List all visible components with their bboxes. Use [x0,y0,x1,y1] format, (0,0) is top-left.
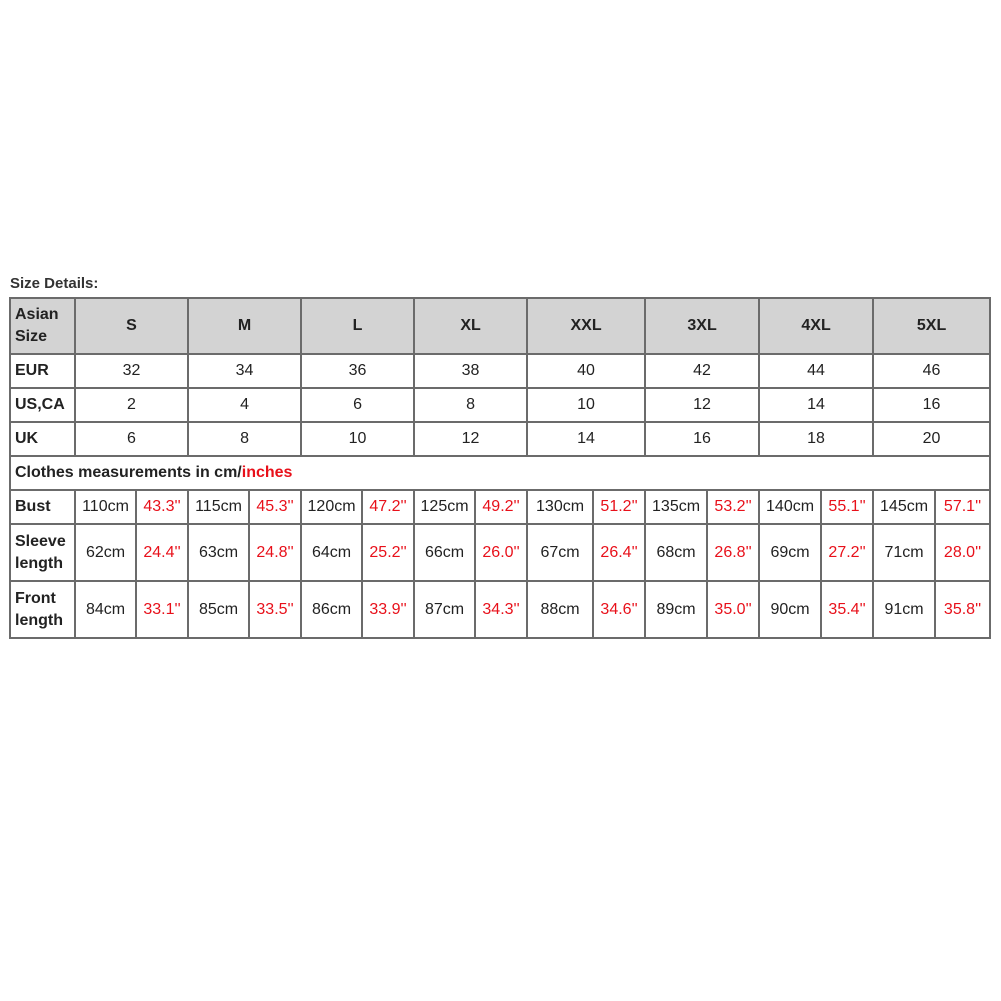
table-cell: 6 [301,388,414,422]
table-cell: 10 [527,388,645,422]
table-cell-inches: 43.3'' [136,490,188,524]
size-header-5xl: 5XL [873,298,990,354]
size-header-4xl: 4XL [759,298,873,354]
section-heading [10,456,990,490]
size-header-xxl: XXL [527,298,645,354]
table-cell-cm: 66cm [414,524,475,581]
row-label: US,CA [10,388,75,422]
table-cell-inches: 45.3'' [249,490,301,524]
table-cell-inches: 33.5'' [249,581,301,638]
conversion-row-usca [10,388,990,422]
table-cell-inches: 28.0'' [935,524,990,581]
table-cell-inches: 33.9'' [362,581,414,638]
table-cell-cm: 86cm [301,581,362,638]
table-cell-inches: 33.1'' [136,581,188,638]
table-cell-cm: 63cm [188,524,249,581]
table-cell: 14 [759,388,873,422]
size-chart-table [9,297,991,639]
table-cell-inches: 34.3'' [475,581,527,638]
table-cell: 14 [527,422,645,456]
conversion-row-eur [10,354,990,388]
table-cell-cm: 115cm [188,490,249,524]
table-cell-cm: 130cm [527,490,593,524]
row-label-line1: Front [15,589,56,607]
table-cell-cm: 91cm [873,581,935,638]
section-heading-inches: inches [241,464,293,481]
table-cell-inches: 51.2'' [593,490,645,524]
table-cell-inches: 35.4'' [821,581,873,638]
table-cell-cm: 89cm [645,581,707,638]
header-label-line1: Asian [15,306,59,323]
table-cell-cm: 90cm [759,581,821,638]
header-label-line2: Size [15,328,48,345]
size-header-m: M [188,298,301,354]
table-cell-inches: 47.2'' [362,490,414,524]
size-header-xl: XL [414,298,527,354]
table-cell: 6 [75,422,188,456]
table-cell-inches: 49.2'' [475,490,527,524]
table-cell: 12 [414,422,527,456]
table-cell-cm: 68cm [645,524,707,581]
conversion-row-uk [10,422,990,456]
table-cell-inches: 27.2'' [821,524,873,581]
table-cell-inches: 24.4'' [136,524,188,581]
row-label: Bust [10,490,75,524]
table-cell-inches: 26.8'' [707,524,759,581]
table-cell: 8 [188,422,301,456]
table-cell: 34 [188,354,301,388]
table-cell: 36 [301,354,414,388]
table-cell: 16 [873,388,990,422]
table-cell-cm: 69cm [759,524,821,581]
table-cell-inches: 57.1'' [935,490,990,524]
row-label-line2: length [15,554,63,572]
table-cell-inches: 55.1'' [821,490,873,524]
table-cell-inches: 25.2'' [362,524,414,581]
table-cell-cm: 145cm [873,490,935,524]
table-cell-cm: 120cm [301,490,362,524]
table-cell: 10 [301,422,414,456]
section-row [10,456,990,490]
table-cell-inches: 35.8'' [935,581,990,638]
section-heading-cm: Clothes measurements in cm/ [15,464,242,481]
table-cell-cm: 125cm [414,490,475,524]
table-cell-cm: 67cm [527,524,593,581]
row-label: UK [10,422,75,456]
measurement-row-bust [10,490,990,524]
table-cell-inches: 26.4'' [593,524,645,581]
table-cell: 32 [75,354,188,388]
table-cell: 20 [873,422,990,456]
table-cell-cm: 135cm [645,490,707,524]
measurement-row-sleeve [10,524,990,581]
table-cell-cm: 84cm [75,581,136,638]
row-label [10,581,75,638]
row-label [10,524,75,581]
row-label: EUR [10,354,75,388]
row-label-line1: Sleeve [15,532,66,550]
size-header-l: L [301,298,414,354]
table-cell-cm: 88cm [527,581,593,638]
table-cell-cm: 85cm [188,581,249,638]
table-cell: 40 [527,354,645,388]
table-cell-cm: 110cm [75,490,136,524]
table-cell: 8 [414,388,527,422]
table-cell-inches: 53.2'' [707,490,759,524]
header-row [10,298,990,354]
measurement-row-front [10,581,990,638]
table-cell: 46 [873,354,990,388]
size-header-s: S [75,298,188,354]
table-cell: 42 [645,354,759,388]
table-cell-inches: 26.0'' [475,524,527,581]
table-cell-inches: 35.0'' [707,581,759,638]
page-title: Size Details: [10,275,99,292]
table-cell-cm: 140cm [759,490,821,524]
table-cell: 18 [759,422,873,456]
row-label-line2: length [15,611,63,629]
table-cell-inches: 24.8'' [249,524,301,581]
table-cell-cm: 87cm [414,581,475,638]
table-cell: 38 [414,354,527,388]
table-cell: 12 [645,388,759,422]
table-cell-cm: 64cm [301,524,362,581]
table-cell-cm: 62cm [75,524,136,581]
size-header-3xl: 3XL [645,298,759,354]
table-cell: 44 [759,354,873,388]
table-cell-inches: 34.6'' [593,581,645,638]
table-cell: 4 [188,388,301,422]
table-cell: 16 [645,422,759,456]
table-cell-cm: 71cm [873,524,935,581]
header-label-cell [10,298,75,354]
table-cell: 2 [75,388,188,422]
